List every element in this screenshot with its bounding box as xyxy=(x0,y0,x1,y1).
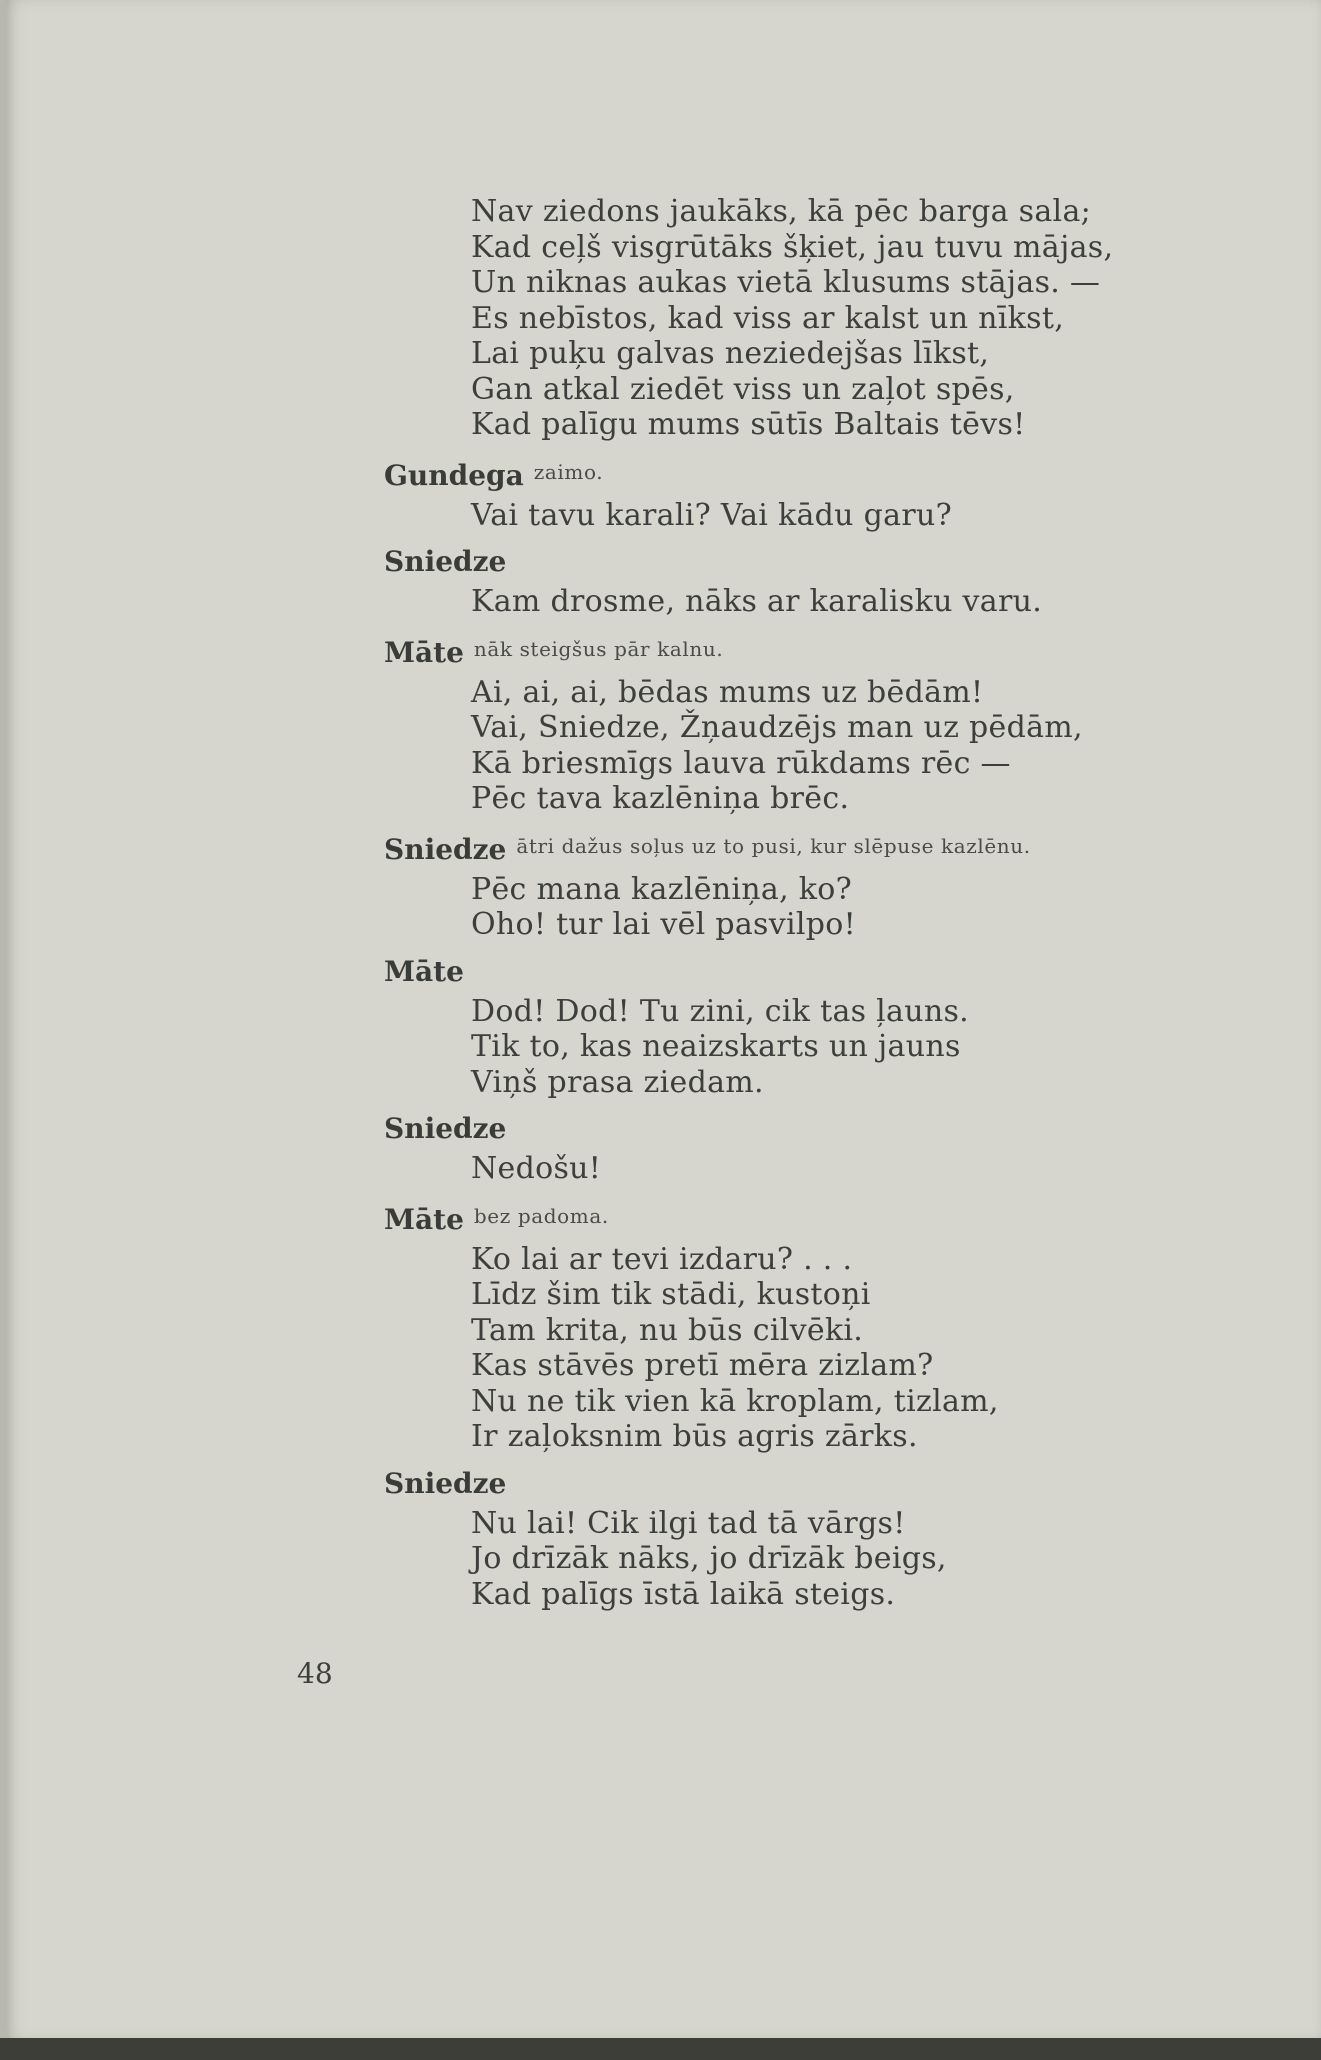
speaker-line xyxy=(384,953,1264,992)
opening-verse xyxy=(384,194,1264,443)
verse-line: Nu lai! Cik ilgi tad tā vārgs! xyxy=(471,1505,906,1541)
page-bottom-edge xyxy=(0,2038,1321,2060)
verse-line: Ai, ai, ai, bēdas mums uz bēdām! xyxy=(471,674,984,710)
verse-line: Jo drīzāk nāks, jo drīzāk beigs, xyxy=(471,1541,947,1576)
speech-sniedze xyxy=(384,827,1264,943)
speaker-line xyxy=(384,1110,1264,1149)
verse-line: Pēc mana kazlēniņa, ko? xyxy=(471,871,852,907)
speaker-line xyxy=(384,543,1264,582)
verse-line: Gan atkal ziedēt viss un zaļot spēs, xyxy=(471,371,1015,407)
stage-direction: zaimo. xyxy=(533,459,604,484)
verse-line: Kā briesmīgs lauva rūkdams rēc — xyxy=(471,745,1011,781)
page-number: 48 xyxy=(297,1657,333,1690)
speech-mate xyxy=(384,953,1264,1101)
speaker-name: Sniedze xyxy=(384,545,507,578)
verse-line: Līdz šim tik stādi, kustoņi xyxy=(471,1277,871,1312)
verse-line: Kam drosme, nāks ar karalisku varu. xyxy=(471,584,1043,619)
speaker-line xyxy=(384,453,1264,496)
verse-line: Kad palīgs īstā laikā steigs. xyxy=(471,1576,896,1612)
verse-line: Kad ceļš visgrūtāks šķiet, jau tuvu mājas, xyxy=(471,229,1114,265)
speaker-line xyxy=(384,630,1264,673)
speaker-name: Gundega xyxy=(384,458,524,492)
verse-line: Lai puķu galvas neziedejšas līkst, xyxy=(471,336,990,371)
verse-line: Tam krita, nu būs cilvēki. xyxy=(471,1312,864,1348)
verse-line: Pēc tava kazlēniņa brēc. xyxy=(471,781,850,816)
speaker-name: Māte xyxy=(384,635,464,669)
speaker-name: Māte xyxy=(384,1202,464,1236)
speech-mate xyxy=(384,630,1264,817)
speech-mate xyxy=(384,1197,1264,1455)
speech-sniedze xyxy=(384,1465,1264,1613)
verse-line: Es nebīstos, kad viss ar kalst un nīkst, xyxy=(471,300,1065,336)
verse-line: Ir zaļoksnim būs agris zārks. xyxy=(471,1419,918,1454)
speaker-line xyxy=(384,1465,1264,1504)
verse-line: Dod! Dod! Tu zini, cik tas ļauns. xyxy=(471,993,970,1029)
speech-sniedze xyxy=(384,1110,1264,1187)
verse-line: Nu ne tik vien kā kroplam, tizlam, xyxy=(471,1383,999,1419)
verse-line: Un niknas aukas vietā klusums stājas. — xyxy=(471,265,1101,300)
verse-line: Nedošu! xyxy=(471,1151,602,1186)
speaker-line xyxy=(384,1197,1264,1240)
stage-direction: bez padoma. xyxy=(473,1203,609,1228)
speaker-name: Sniedze xyxy=(384,1466,507,1500)
speech-gundega xyxy=(384,453,1264,534)
speaker-name: Māte xyxy=(384,954,464,988)
verse-line: Kad palīgu mums sūtīs Baltais tēvs! xyxy=(471,407,1026,442)
verse-line: Kas stāvēs pretī mēra zizlam? xyxy=(471,1348,934,1383)
speaker-line xyxy=(384,827,1264,870)
speaker-name: Sniedze xyxy=(384,1112,507,1145)
play-text xyxy=(384,194,1264,1612)
verse-line: Vai tavu karali? Vai kādu garu? xyxy=(471,497,952,533)
stage-direction: nāk steigšus pār kalnu. xyxy=(473,636,724,661)
verse-line: Vai, Sniedze, Žņaudzējs man uz pēdām, xyxy=(471,710,1083,745)
verse-line: Tik to, kas neaizskarts un jauns xyxy=(471,1029,961,1064)
page-left-edge xyxy=(0,0,6,2060)
speaker-name: Sniedze xyxy=(384,832,507,866)
verse-line: Ko lai ar tevi izdaru? . . . xyxy=(471,1241,853,1277)
verse-line: Oho! tur lai vēl pasvilpo! xyxy=(471,907,857,942)
stage-direction: ātri dažus soļus uz to pusi, kur slēpuse kazlēnu. xyxy=(516,833,1031,858)
verse-line: Nav ziedons jaukāks, kā pēc barga sala; xyxy=(471,194,1092,229)
verse-line: Viņš prasa ziedam. xyxy=(471,1064,764,1100)
speech-sniedze xyxy=(384,543,1264,620)
